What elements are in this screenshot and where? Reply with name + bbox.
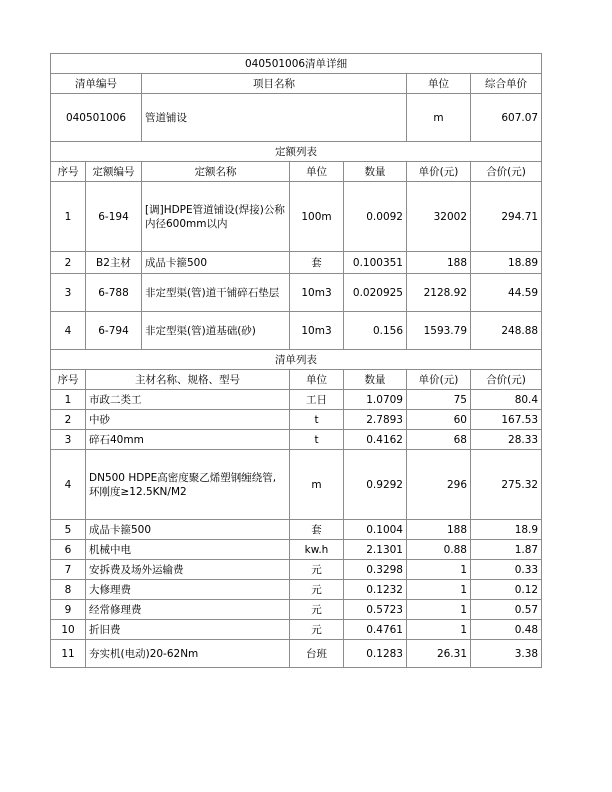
material-header-total: 合价(元): [471, 370, 542, 390]
material-unit: 套: [290, 520, 344, 540]
material-total: 18.9: [471, 520, 542, 540]
quota-row: [51, 274, 542, 312]
summary-row: [51, 94, 542, 142]
material-row: [51, 540, 542, 560]
material-row: [51, 450, 542, 520]
quota-total: 248.88: [471, 312, 542, 350]
material-price: 60: [407, 410, 471, 430]
material-section-title: 清单列表: [51, 350, 542, 370]
material-header-qty: 数量: [344, 370, 407, 390]
material-total: 275.32: [471, 450, 542, 520]
quota-header-price: 单价(元): [407, 162, 471, 182]
material-row: [51, 620, 542, 640]
quota-section-row: [51, 142, 542, 162]
quota-row: [51, 252, 542, 274]
material-qty: 0.3298: [344, 560, 407, 580]
quota-header-row: [51, 162, 542, 182]
material-total: 0.12: [471, 580, 542, 600]
material-price: 0.88: [407, 540, 471, 560]
material-seq: 10: [51, 620, 86, 640]
quota-section-title: 定额列表: [51, 142, 542, 162]
material-row: [51, 430, 542, 450]
header-bill-code: 清单编号: [51, 74, 142, 94]
material-header-seq: 序号: [51, 370, 86, 390]
material-seq: 8: [51, 580, 86, 600]
material-total: 28.33: [471, 430, 542, 450]
item-name: 管道铺设: [142, 94, 407, 142]
material-seq: 6: [51, 540, 86, 560]
material-seq: 5: [51, 520, 86, 540]
quota-code: B2主材: [86, 252, 142, 274]
material-price: 296: [407, 450, 471, 520]
material-qty: 0.1283: [344, 640, 407, 668]
quota-seq: 1: [51, 182, 86, 252]
quota-header-total: 合价(元): [471, 162, 542, 182]
material-row: [51, 410, 542, 430]
material-header-row: [51, 370, 542, 390]
quota-seq: 4: [51, 312, 86, 350]
title-row: [51, 54, 542, 74]
item-price: 607.07: [471, 94, 542, 142]
material-price: 68: [407, 430, 471, 450]
quota-unit: 套: [290, 252, 344, 274]
quota-header-qty: 数量: [344, 162, 407, 182]
quota-qty: 0.020925: [344, 274, 407, 312]
quota-seq: 3: [51, 274, 86, 312]
material-seq: 11: [51, 640, 86, 668]
material-price: 75: [407, 390, 471, 410]
material-section-row: [51, 350, 542, 370]
quota-name: 非定型渠(管)道干铺碎石垫层: [142, 274, 290, 312]
material-qty: 0.4162: [344, 430, 407, 450]
material-unit: t: [290, 410, 344, 430]
material-unit: t: [290, 430, 344, 450]
material-name: 中砂: [86, 410, 290, 430]
material-unit: kw.h: [290, 540, 344, 560]
material-qty: 2.1301: [344, 540, 407, 560]
quota-price: 2128.92: [407, 274, 471, 312]
material-row: [51, 640, 542, 668]
material-name: 夯实机(电动)20-62Nm: [86, 640, 290, 668]
material-name: 折旧费: [86, 620, 290, 640]
material-qty: 0.5723: [344, 600, 407, 620]
material-name: DN500 HDPE高密度聚乙烯塑钢缠绕管,环刚度≥12.5KN/M2: [86, 450, 290, 520]
material-price: 26.31: [407, 640, 471, 668]
material-qty: 0.1232: [344, 580, 407, 600]
quota-qty: 0.100351: [344, 252, 407, 274]
material-unit: 元: [290, 600, 344, 620]
material-name: 成品卡箍500: [86, 520, 290, 540]
material-total: 1.87: [471, 540, 542, 560]
item-unit: m: [407, 94, 471, 142]
header-unit: 单位: [407, 74, 471, 94]
material-seq: 4: [51, 450, 86, 520]
material-total: 167.53: [471, 410, 542, 430]
material-name: 安拆费及场外运输费: [86, 560, 290, 580]
material-total: 0.48: [471, 620, 542, 640]
material-price: 188: [407, 520, 471, 540]
material-total: 3.38: [471, 640, 542, 668]
material-row: [51, 580, 542, 600]
quota-name: [调]HDPE管道铺设(焊接)公称内径600mm以内: [142, 182, 290, 252]
quota-code: 6-788: [86, 274, 142, 312]
material-price: 1: [407, 600, 471, 620]
bill-detail-table: [50, 53, 542, 668]
material-row: [51, 560, 542, 580]
material-total: 0.33: [471, 560, 542, 580]
material-unit: 工日: [290, 390, 344, 410]
bill-code: 040501006: [51, 94, 142, 142]
quota-total: 294.71: [471, 182, 542, 252]
material-header-price: 单价(元): [407, 370, 471, 390]
quota-total: 18.89: [471, 252, 542, 274]
quota-seq: 2: [51, 252, 86, 274]
quota-price: 188: [407, 252, 471, 274]
quota-unit: 10m3: [290, 312, 344, 350]
table-title: 040501006清单详细: [51, 54, 542, 74]
material-name: 碎石40mm: [86, 430, 290, 450]
material-row: [51, 520, 542, 540]
material-qty: 0.1004: [344, 520, 407, 540]
material-unit: m: [290, 450, 344, 520]
material-qty: 0.9292: [344, 450, 407, 520]
material-name: 大修理费: [86, 580, 290, 600]
material-row: [51, 600, 542, 620]
quota-unit: 100m: [290, 182, 344, 252]
material-total: 0.57: [471, 600, 542, 620]
material-qty: 2.7893: [344, 410, 407, 430]
quota-price: 1593.79: [407, 312, 471, 350]
quota-name: 非定型渠(管)道基础(砂): [142, 312, 290, 350]
material-qty: 1.0709: [344, 390, 407, 410]
material-header-name: 主材名称、规格、型号: [86, 370, 290, 390]
quota-name: 成品卡箍500: [142, 252, 290, 274]
quota-header-code: 定额编号: [86, 162, 142, 182]
quota-price: 32002: [407, 182, 471, 252]
material-unit: 元: [290, 580, 344, 600]
material-row: [51, 390, 542, 410]
material-unit: 元: [290, 620, 344, 640]
quota-qty: 0.156: [344, 312, 407, 350]
material-seq: 2: [51, 410, 86, 430]
quota-code: 6-794: [86, 312, 142, 350]
material-seq: 3: [51, 430, 86, 450]
material-name: 机械中电: [86, 540, 290, 560]
material-price: 1: [407, 560, 471, 580]
material-seq: 7: [51, 560, 86, 580]
material-qty: 0.4761: [344, 620, 407, 640]
quota-header-seq: 序号: [51, 162, 86, 182]
material-seq: 1: [51, 390, 86, 410]
material-name: 经常修理费: [86, 600, 290, 620]
summary-header-row: [51, 74, 542, 94]
material-unit: 台班: [290, 640, 344, 668]
material-unit: 元: [290, 560, 344, 580]
quota-row: [51, 182, 542, 252]
material-price: 1: [407, 580, 471, 600]
quota-code: 6-194: [86, 182, 142, 252]
material-name: 市政二类工: [86, 390, 290, 410]
quota-qty: 0.0092: [344, 182, 407, 252]
quota-header-unit: 单位: [290, 162, 344, 182]
material-price: 1: [407, 620, 471, 640]
material-seq: 9: [51, 600, 86, 620]
material-total: 80.4: [471, 390, 542, 410]
quota-row: [51, 312, 542, 350]
header-item-name: 项目名称: [142, 74, 407, 94]
quota-total: 44.59: [471, 274, 542, 312]
quota-header-name: 定额名称: [142, 162, 290, 182]
quota-unit: 10m3: [290, 274, 344, 312]
header-unit-price: 综合单价: [471, 74, 542, 94]
material-header-unit: 单位: [290, 370, 344, 390]
